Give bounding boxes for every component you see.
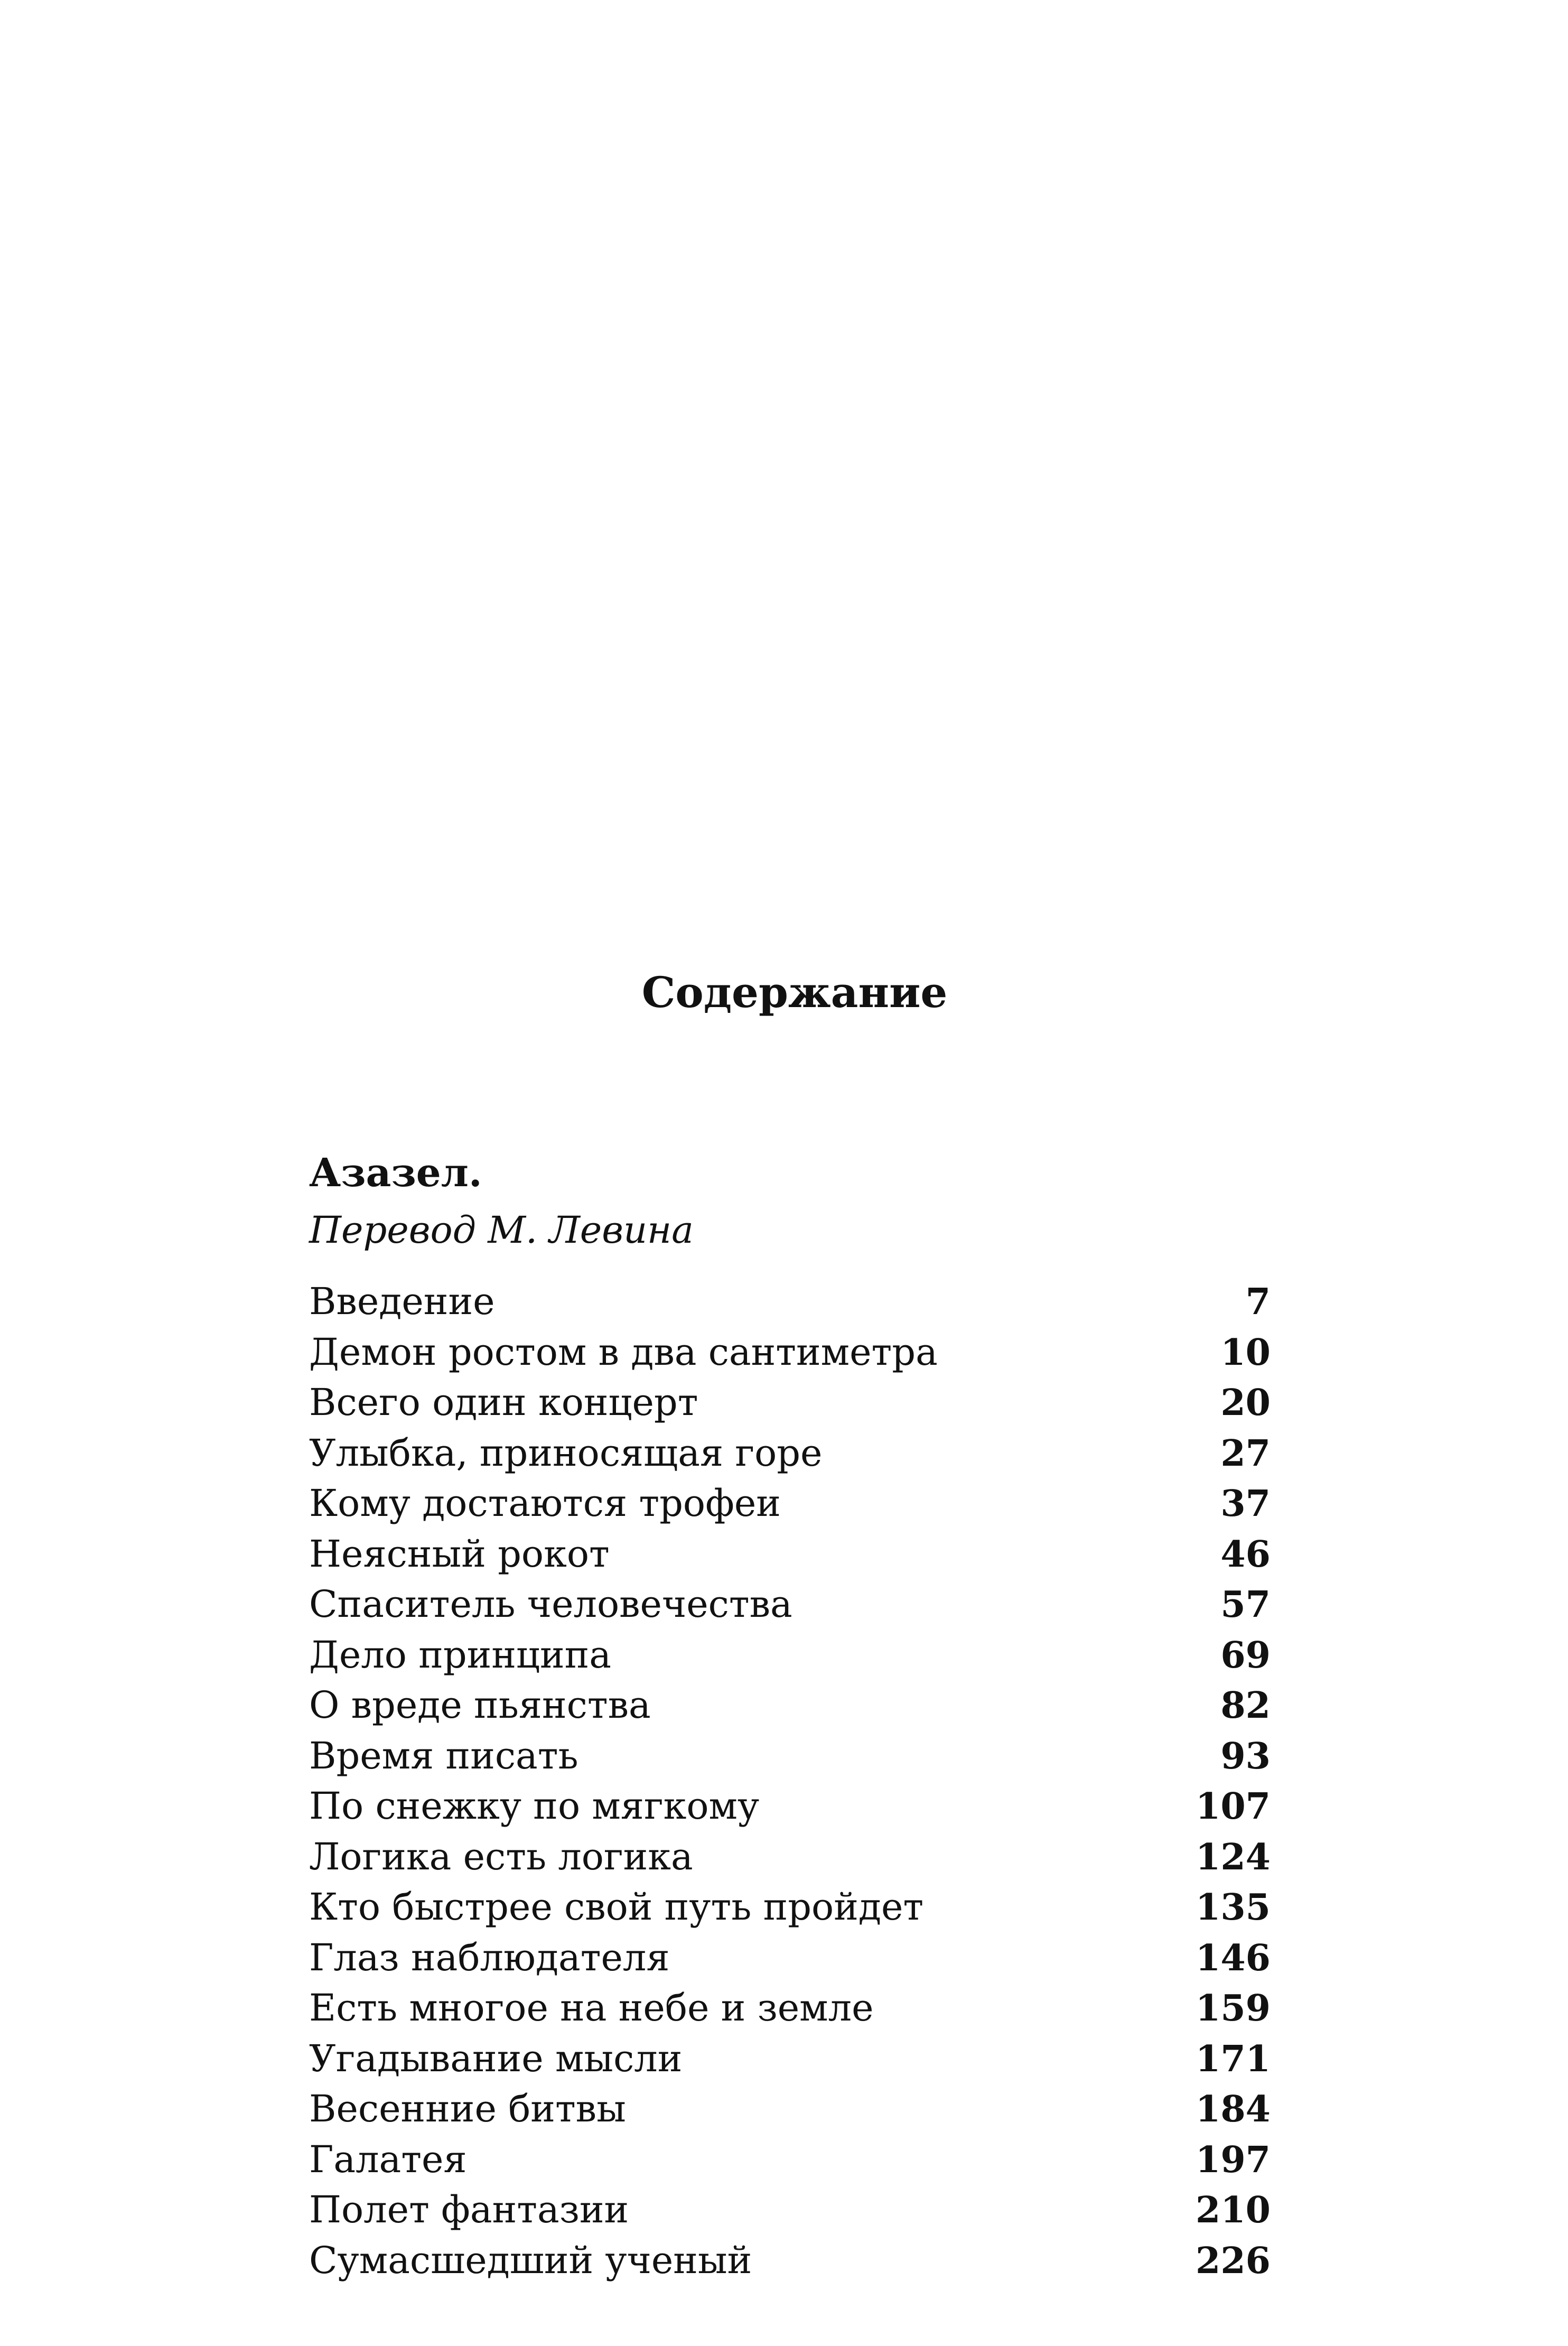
toc-entry-page: 82: [1220, 1684, 1271, 1727]
toc-entry-page: 146: [1196, 1937, 1271, 1979]
toc-entry[interactable]: [309, 1781, 1271, 1832]
toc-entry[interactable]: [309, 2185, 1271, 2236]
toc-entry[interactable]: [309, 1579, 1271, 1630]
toc-entry-page: 197: [1196, 2138, 1271, 2181]
toc-entry-title: Спаситель человечества: [309, 1582, 792, 1626]
toc-entry[interactable]: [309, 1882, 1271, 1933]
toc-entry-page: 135: [1196, 1886, 1271, 1929]
toc-entry[interactable]: [309, 1680, 1271, 1731]
toc-list: [309, 1277, 1271, 2286]
toc-entry-page: 124: [1196, 1836, 1271, 1878]
toc-entry[interactable]: [309, 2084, 1271, 2135]
toc-entry[interactable]: [309, 2135, 1271, 2185]
toc-section: [309, 1148, 1271, 2286]
toc-entry-page: 7: [1245, 1281, 1271, 1323]
toc-entry-title: Весенние битвы: [309, 2087, 626, 2130]
toc-entry[interactable]: [309, 1983, 1271, 2034]
toc-entry-title: Угадывание мысли: [309, 2036, 683, 2080]
section-title: Азазел.: [309, 1150, 482, 1196]
toc-entry-title: Логика есть логика: [309, 1835, 693, 1878]
toc-entry[interactable]: [309, 1630, 1271, 1681]
toc-entry-title: Сумасшедший ученый: [309, 2238, 752, 2282]
toc-entry-page: 159: [1196, 1987, 1271, 2030]
toc-entry[interactable]: [309, 2034, 1271, 2084]
toc-entry-page: 184: [1196, 2088, 1271, 2130]
toc-entry-page: 69: [1220, 1634, 1271, 1677]
toc-entry-title: Дело принципа: [309, 1633, 612, 1677]
toc-entry-title: Галатея: [309, 2137, 467, 2181]
toc-entry[interactable]: [309, 1277, 1271, 1327]
toc-entry-title: Кто быстрее свой путь пройдет: [309, 1885, 924, 1929]
toc-entry-page: 46: [1220, 1533, 1271, 1576]
toc-entry-title: Время писать: [309, 1734, 578, 1777]
toc-entry-title: Демон ростом в два сантиметра: [309, 1330, 938, 1374]
toc-entry-title: Полет фантазии: [309, 2188, 629, 2231]
toc-entry-page: 10: [1220, 1331, 1271, 1374]
toc-entry-title: Глаз наблюдателя: [309, 1935, 670, 1979]
toc-entry[interactable]: [309, 1377, 1271, 1428]
toc-entry-page: 93: [1220, 1735, 1271, 1777]
toc-entry-title: Кому достаются трофеи: [309, 1482, 781, 1525]
toc-entry[interactable]: [309, 1731, 1271, 1782]
toc-entry-page: 171: [1196, 2037, 1271, 2080]
toc-entry[interactable]: [309, 2236, 1271, 2286]
toc-entry[interactable]: [309, 1529, 1271, 1580]
toc-entry[interactable]: [309, 1478, 1271, 1529]
toc-entry[interactable]: [309, 1832, 1271, 1883]
toc-entry-page: 107: [1196, 1785, 1271, 1828]
toc-entry-title: Есть многое на небе и земле: [309, 1986, 874, 2030]
toc-entry[interactable]: [309, 1327, 1271, 1378]
toc-entry-title: Улыбка, приносящая горе: [309, 1431, 823, 1475]
toc-entry-page: 27: [1220, 1432, 1271, 1475]
toc-entry[interactable]: [309, 1428, 1271, 1479]
toc-entry-page: 57: [1220, 1584, 1271, 1626]
toc-entry-title: О вреде пьянства: [309, 1683, 651, 1727]
toc-entry-page: 20: [1220, 1382, 1271, 1424]
toc-entry-title: Неясный рокот: [309, 1532, 610, 1576]
toc-entry-page: 37: [1220, 1483, 1271, 1525]
toc-entry[interactable]: [309, 1933, 1271, 1984]
toc-entry-title: По снежку по мягкому: [309, 1784, 760, 1828]
page-title: Содержание: [641, 967, 948, 1017]
toc-entry-title: Введение: [309, 1280, 495, 1323]
toc-entry-page: 210: [1196, 2189, 1271, 2231]
toc-entry-title: Всего один концерт: [309, 1381, 698, 1424]
toc-entry-page: 226: [1196, 2239, 1271, 2282]
section-subtitle: Перевод М. Левина: [309, 1208, 694, 1252]
